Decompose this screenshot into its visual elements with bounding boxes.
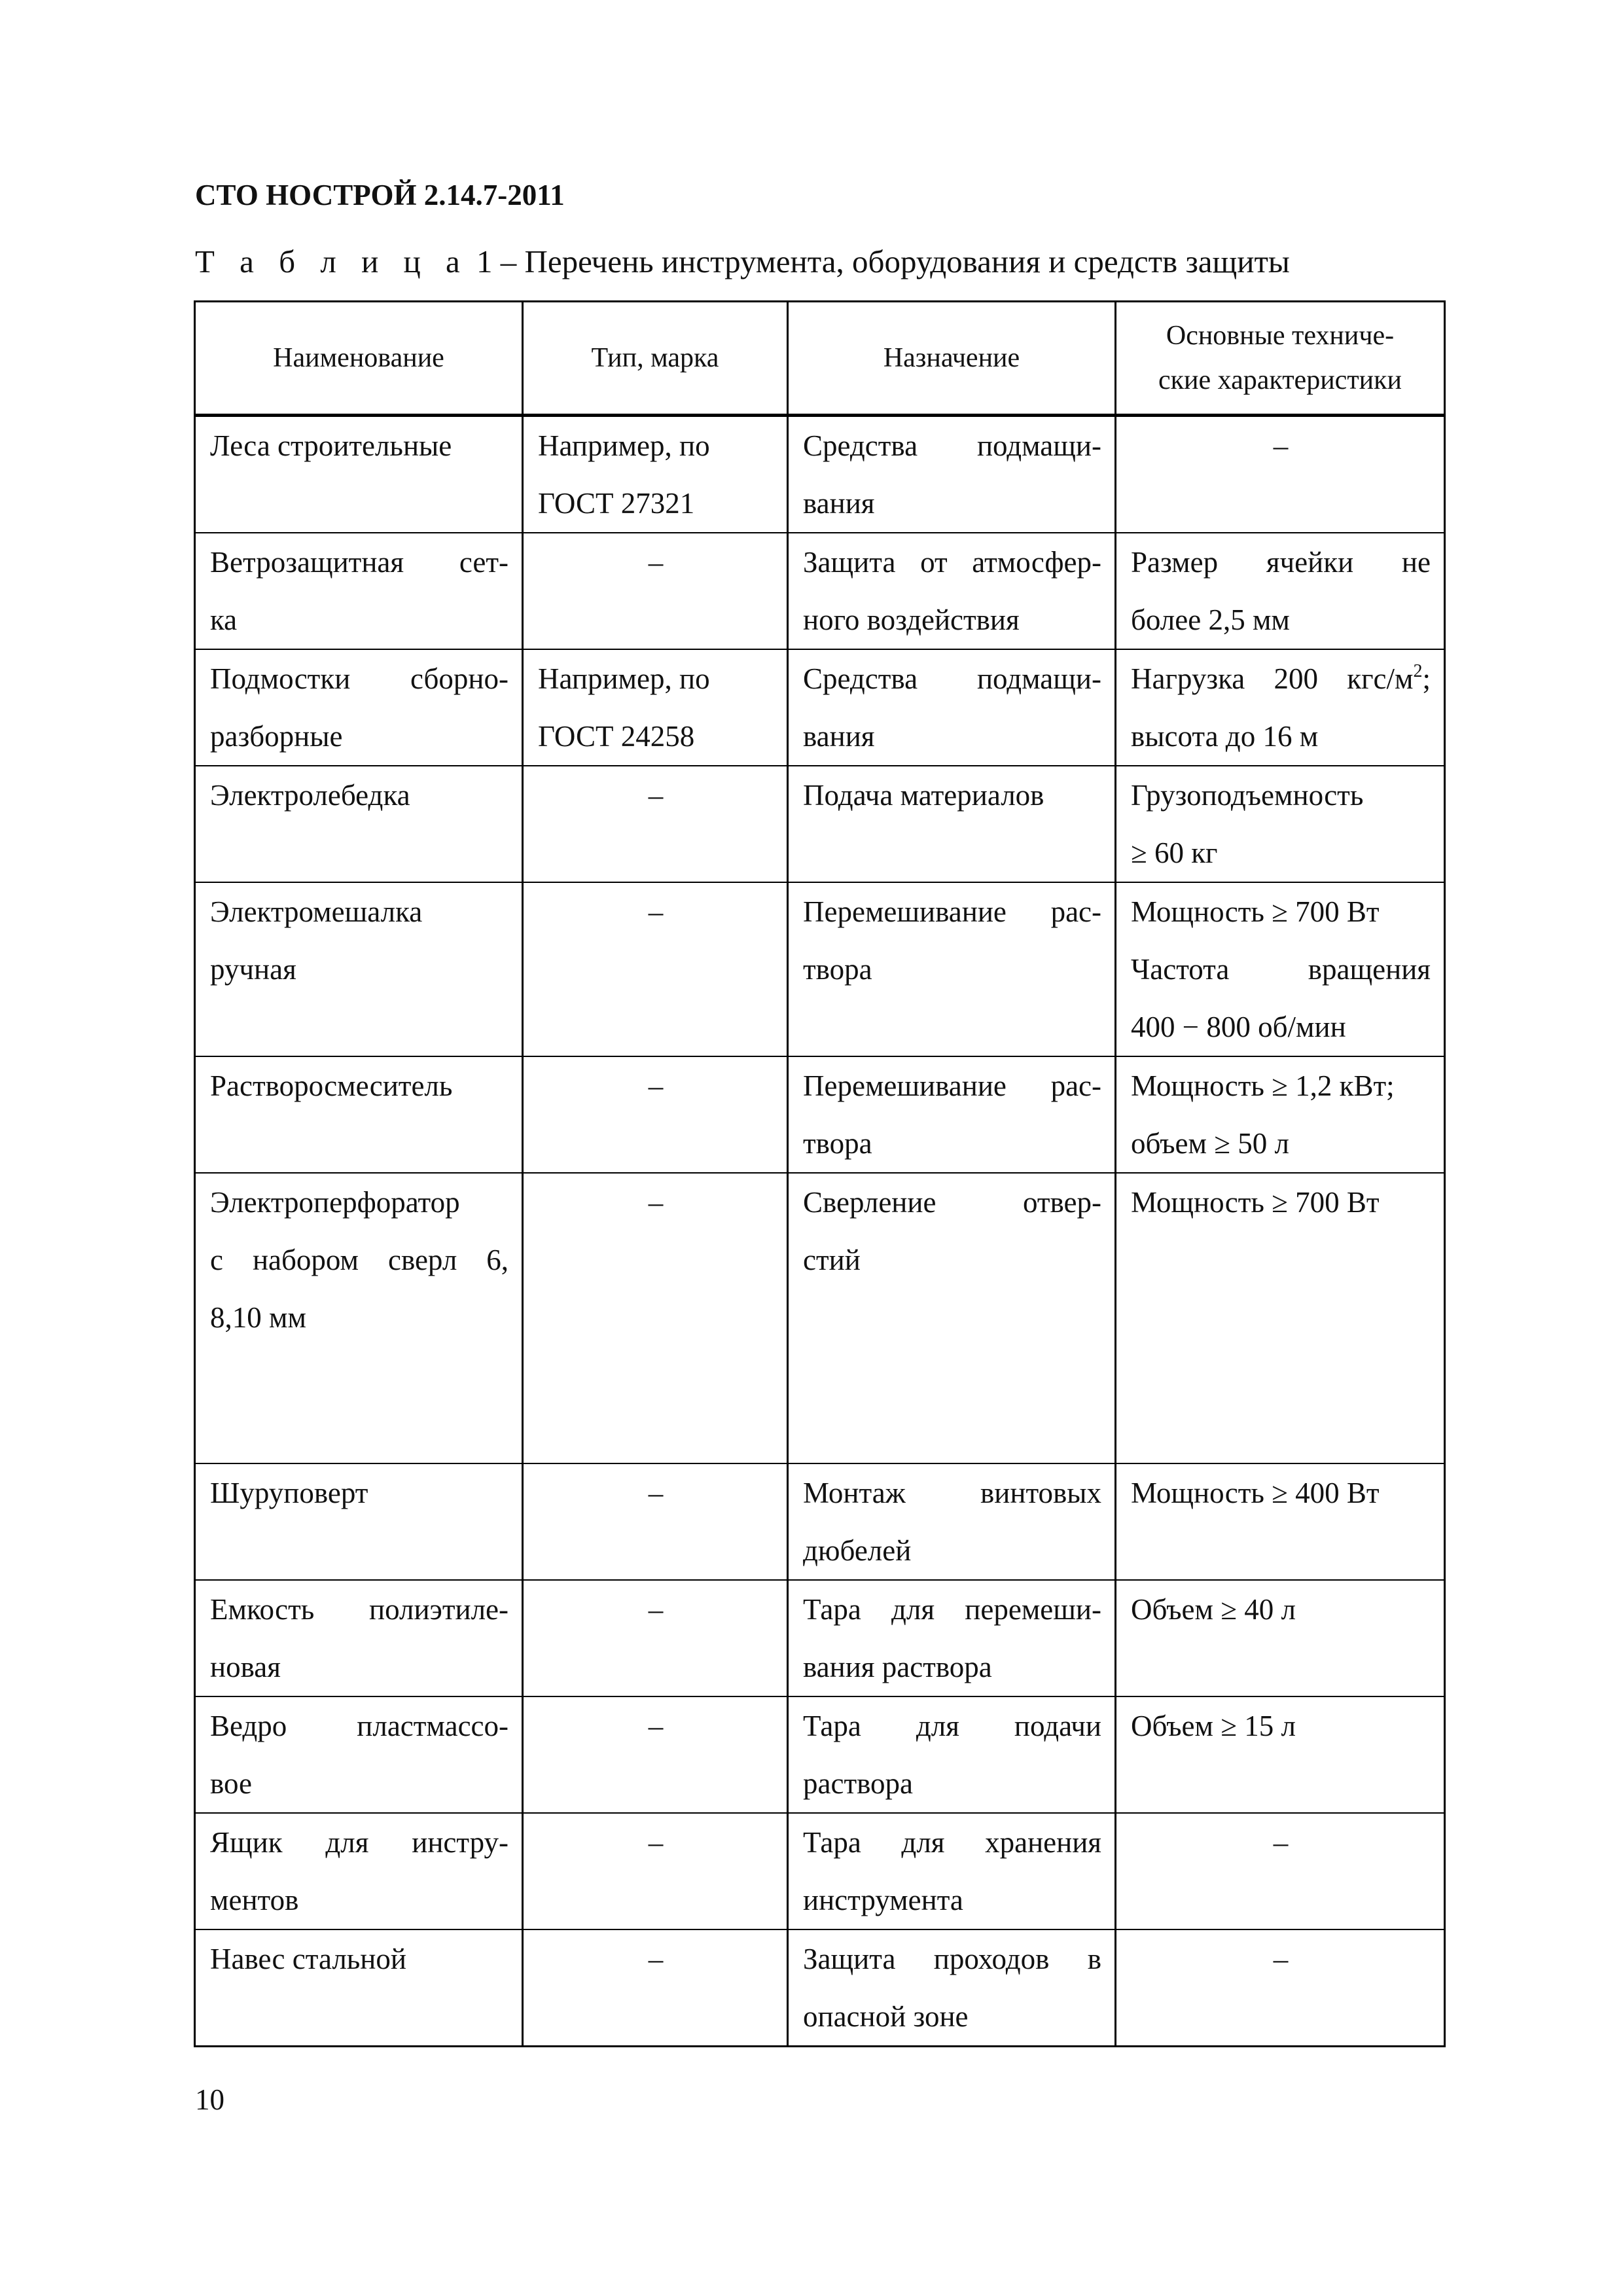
cell-name <box>195 1580 523 1696</box>
table-row <box>195 1813 1445 1929</box>
cell-specs <box>1116 649 1445 766</box>
cell-line: опасной зоне <box>803 2000 969 2033</box>
cell-specs <box>1116 1929 1445 2047</box>
cell-line: Тара для перемеши- <box>803 1593 1101 1626</box>
cell-type <box>523 882 788 1056</box>
cell-type <box>523 766 788 882</box>
load-value: Нагрузка 200 кгс/м <box>1131 662 1414 695</box>
cell-line: вое <box>210 1767 252 1800</box>
cell-line: Например, по <box>538 429 710 462</box>
cell-type <box>523 649 788 766</box>
table-row <box>195 533 1445 649</box>
cell-specs <box>1116 766 1445 882</box>
cell-line: Например, по <box>538 662 710 695</box>
document-code: СТО НОСТРОЙ 2.14.7-2011 <box>195 179 565 211</box>
header-specs-line-2: ские характеристики <box>1158 365 1402 395</box>
table-caption <box>195 239 1290 285</box>
header-name: Наименование <box>195 302 523 416</box>
cell-specs <box>1116 1463 1445 1580</box>
cell-name <box>195 533 523 649</box>
cell-line: Емкость полиэтиле- <box>210 1593 508 1626</box>
cell-specs <box>1116 533 1445 649</box>
cell-name <box>195 1813 523 1929</box>
cell-name <box>195 766 523 882</box>
cell-line: Сверление отвер- <box>803 1186 1101 1219</box>
cell-line: вания <box>803 720 875 753</box>
header-row <box>195 302 1445 416</box>
cell-line: Ящик для инстру- <box>210 1826 508 1859</box>
cell-line: Мощность ≥ 700 Вт <box>1131 895 1380 928</box>
table-row <box>195 1056 1445 1173</box>
cell-line: Подача материалов <box>803 779 1044 812</box>
cell-specs <box>1116 1813 1445 1929</box>
cell-line: Электроперфоратор <box>210 1186 460 1219</box>
cell-line: Электролебедка <box>210 779 410 812</box>
cell-line: 8,10 мм <box>210 1301 306 1334</box>
cell-line: Тара для хранения <box>803 1826 1101 1859</box>
cell-line: Перемешивание рас- <box>803 1069 1101 1102</box>
header-specs <box>1116 302 1445 416</box>
cell-name <box>195 1173 523 1463</box>
cell-line: Леса строительные <box>210 429 452 462</box>
cell-specs <box>1116 416 1445 533</box>
cell-line: Шуруповерт <box>210 1477 368 1509</box>
cell-line: – <box>648 1943 664 1975</box>
cell-purpose <box>788 649 1116 766</box>
cell-type <box>523 1173 788 1463</box>
cell-line: – <box>648 1477 664 1509</box>
cell-line: Электромешалка <box>210 895 423 928</box>
cell-purpose <box>788 1580 1116 1696</box>
cell-line: Мощность ≥ 700 Вт <box>1131 1186 1380 1219</box>
cell-line: – <box>648 779 664 812</box>
cell-line: высота до 16 м <box>1131 720 1319 753</box>
cell-type <box>523 1463 788 1580</box>
cell-line: твора <box>803 1127 872 1160</box>
equipment-table <box>194 300 1446 2047</box>
cell-line: – <box>1273 429 1289 462</box>
cell-type <box>523 1813 788 1929</box>
cell-type <box>523 533 788 649</box>
cell-line: ментов <box>210 1884 299 1916</box>
cell-line: – <box>648 895 664 928</box>
cell-name <box>195 649 523 766</box>
table-row <box>195 416 1445 533</box>
table-row <box>195 1463 1445 1580</box>
cell-line: ≥ 60 кг <box>1131 836 1218 869</box>
cell-line: 400 − 800 об/мин <box>1131 1011 1346 1043</box>
cell-name <box>195 1463 523 1580</box>
cell-purpose <box>788 1056 1116 1173</box>
cell-line <box>1131 650 1431 708</box>
table-row <box>195 882 1445 1056</box>
cell-line: Тара для подачи <box>803 1710 1101 1742</box>
table-caption-title: – Перечень инструмента, оборудования и средств защиты <box>500 243 1290 279</box>
cell-purpose <box>788 1463 1116 1580</box>
table-row <box>195 1580 1445 1696</box>
cell-specs <box>1116 1696 1445 1813</box>
superscript-exponent: 2 <box>1413 661 1423 681</box>
cell-purpose <box>788 1173 1116 1463</box>
header-type: Тип, марка <box>523 302 788 416</box>
cell-purpose <box>788 1813 1116 1929</box>
table-header <box>195 302 1445 416</box>
cell-line: – <box>648 1710 664 1742</box>
table-row <box>195 1696 1445 1813</box>
cell-line: разборные <box>210 720 343 753</box>
cell-line: Навес стальной <box>210 1943 406 1975</box>
cell-name <box>195 1056 523 1173</box>
cell-line: с набором сверл 6, <box>210 1244 508 1276</box>
cell-line: Защита от атмосфер- <box>803 546 1101 579</box>
cell-line: более 2,5 мм <box>1131 603 1290 636</box>
table-caption-number: 1 <box>476 243 493 279</box>
cell-line: новая <box>210 1651 281 1683</box>
cell-name <box>195 1696 523 1813</box>
cell-line: твора <box>803 953 872 986</box>
cell-line: объем ≥ 50 л <box>1131 1127 1289 1160</box>
cell-specs <box>1116 1173 1445 1463</box>
cell-type <box>523 1056 788 1173</box>
cell-name <box>195 416 523 533</box>
cell-line: Растворосмеситель <box>210 1069 453 1102</box>
cell-purpose <box>788 766 1116 882</box>
cell-type <box>523 1580 788 1696</box>
cell-line: ГОСТ 27321 <box>538 487 695 520</box>
cell-line: Объем ≥ 15 л <box>1131 1710 1296 1742</box>
cell-purpose <box>788 1929 1116 2047</box>
cell-line: вания раствора <box>803 1651 992 1683</box>
cell-purpose <box>788 533 1116 649</box>
cell-line: Мощность ≥ 400 Вт <box>1131 1477 1380 1509</box>
cell-type <box>523 1929 788 2047</box>
header-purpose: Назначение <box>788 302 1116 416</box>
cell-line: Ветрозащитная сет- <box>210 546 508 579</box>
load-separator: ; <box>1422 662 1431 695</box>
page-number: 10 <box>195 2083 224 2116</box>
cell-line: – <box>648 1826 664 1859</box>
cell-line: – <box>1273 1943 1289 1975</box>
cell-line: ного воздействия <box>803 603 1020 636</box>
table-row <box>195 1929 1445 2047</box>
cell-line: раствора <box>803 1767 914 1800</box>
cell-line: Ведро пластмассо- <box>210 1710 508 1742</box>
cell-line: дюбелей <box>803 1534 912 1567</box>
table-row <box>195 649 1445 766</box>
cell-line: Средства подмащи- <box>803 662 1101 695</box>
cell-line: стий <box>803 1244 861 1276</box>
cell-line: Монтаж винтовых <box>803 1477 1101 1509</box>
cell-line: вания <box>803 487 875 520</box>
cell-specs <box>1116 882 1445 1056</box>
cell-purpose <box>788 1696 1116 1813</box>
cell-line: Грузоподъемность <box>1131 779 1364 812</box>
table-row <box>195 766 1445 882</box>
cell-line: инструмента <box>803 1884 963 1916</box>
cell-type <box>523 416 788 533</box>
cell-line: ка <box>210 603 238 636</box>
cell-line: Объем ≥ 40 л <box>1131 1593 1296 1626</box>
cell-line: ручная <box>210 953 296 986</box>
cell-specs <box>1116 1580 1445 1696</box>
cell-line: Перемешивание рас- <box>803 895 1101 928</box>
table-row <box>195 1173 1445 1463</box>
cell-line: Размер ячейки не <box>1131 546 1431 579</box>
cell-line: Подмостки сборно- <box>210 662 508 695</box>
cell-line: Мощность ≥ 1,2 кВт; <box>1131 1069 1395 1102</box>
cell-line: – <box>648 1186 664 1219</box>
cell-type <box>523 1696 788 1813</box>
cell-line: – <box>648 1069 664 1102</box>
cell-line: Частота вращения <box>1131 953 1431 986</box>
cell-line: – <box>648 546 664 579</box>
cell-specs <box>1116 1056 1445 1173</box>
table-caption-label: Т а б л и ц а <box>195 243 469 279</box>
cell-line: – <box>648 1593 664 1626</box>
header-specs-line-1: Основные техниче- <box>1166 321 1395 351</box>
cell-line: Средства подмащи- <box>803 429 1101 462</box>
cell-purpose <box>788 882 1116 1056</box>
cell-name <box>195 1929 523 2047</box>
cell-purpose <box>788 416 1116 533</box>
cell-name <box>195 882 523 1056</box>
cell-line: – <box>1273 1826 1289 1859</box>
cell-line: ГОСТ 24258 <box>538 720 695 753</box>
cell-line: Защита проходов в <box>803 1943 1101 1975</box>
